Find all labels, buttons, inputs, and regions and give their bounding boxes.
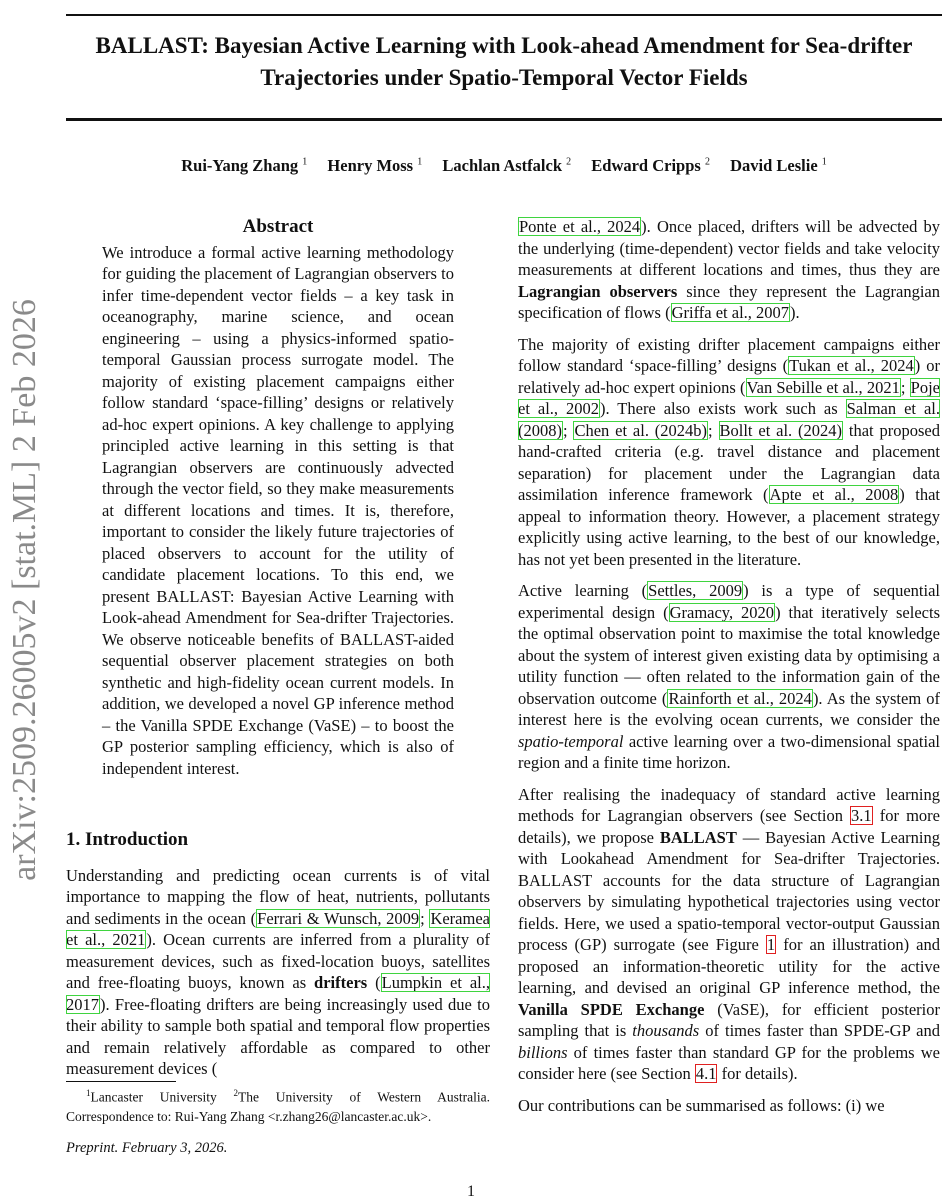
citation-link[interactable]: Apte et al., 2008 bbox=[769, 485, 899, 504]
intro-paragraph-3: Active learning (Settles, 2009) is a type of sequential experimental design (Gramacy, 2020) that iteratively selects the optimal observation point to maximise the total knowledge about the system of interest given existing data by optimising a utility function — often related to the information gain of the observation outcome (Rainforth et al., 2024). As the system of interest here is the evolving ocean currents, we consider the spatio-temporal active learning over a two-dimensional spatial region and a finite time horizon. bbox=[518, 581, 940, 772]
citation-link[interactable]: Ferrari & Wunsch, 2009 bbox=[257, 908, 420, 928]
right-column bbox=[518, 216, 940, 1126]
intro-paragraph-4: After realising the inadequacy of standard active learning methods for Lagrangian observers (see Section 3.1 for more details), we propose BALLAST — Bayesian Active Learning with Lookahead Amendment for Sea-drifter Trajectories. BALLAST accounts for the data structure of Lagrangian observers by simulating hypothetical trajectories using vector fields. Here, we used a spatio-temporal vector-output Gaussian process (GP) surrogate (see Figure 1 for an illustration) and proposed an information-theoretic utility for the active learning, and devised an original GP inference method, the Vanilla SPDE Exchange (VaSE), for efficient posterior sampling that is thousands of times faster than SPDE-GP and billions of times faster than standard GP for the problems we consider here (see Section 4.1 for details). bbox=[518, 784, 941, 1083]
citation-link[interactable]: Salman et al. (2008) bbox=[518, 399, 940, 440]
abstract-text: We introduce a formal active learning methodology for guiding the placement of Lagrangian observers to infer time-dependent vector fields – a key task in oceanography, marine science, and ocean engineering – using a physics-informed spatio-temporal Gaussian process surrogate model. The majority of existing placement campaigns either follow standard ‘space-filling’ designs or relatively ad-hoc expert opinions. A key challenge to applying principled active learning in this setting is that Lagrangian observers are continuously advected through the vector field, so they make measurements at different locations and times. It is, therefore, important to consider the likely future trajectories of placed observers to account for the utility of candidate placement locations. To this end, we present BALLAST: Bayesian Active Learning with Look-ahead Amendment for Sea-drifter Trajectories. We observe noticeable benefits of BALLAST-aided sequential observer placement strategies on both synthetic and high-fidelity ocean current models. In addition, we developed a novel GP inference method – the Vanilla SPDE Exchange (VaSE) – to boost the GP posterior sampling efficiency, which is also of independent interest. bbox=[102, 242, 454, 778]
footnote-rule bbox=[66, 1081, 176, 1082]
intro-paragraph-2: The majority of existing drifter placement campaigns either follow standard ‘space-filling’ designs (Tukan et al., 2024) or relatively ad-hoc expert opinions (Van Sebille et al., 2021; Poje et al., 2002). There also exists work such as Salman et al. (2008); Chen et al. (2024b); Bollt et al. (2024) that proposed hand-crafted criteria (e.g. travel distance and placement separation) for placement under the Lagrangian data assimilation inference framework (Apte et al., 2008) that appeal to information theory. However, a placement strategy explicitly using active learning, to the best of our knowledge, has not yet been presented in the literature. bbox=[518, 334, 940, 569]
arxiv-stamp: arXiv:2509.26005v2 [stat.ML] 2 Feb 2026 bbox=[6, 299, 43, 881]
title-bottom-rule bbox=[66, 118, 942, 121]
section-reference-link[interactable]: 4.1 bbox=[695, 1064, 717, 1083]
citation-link[interactable]: Chen et al. (2024b) bbox=[574, 420, 708, 440]
author: Henry Moss $^1$ bbox=[327, 156, 423, 175]
intro-paragraph-1: Understanding and predicting ocean currents is of vital importance to mapping the flow of heat, nutrients, pollutants and sediments in the ocean (Ferrari & Wunsch, 2009; Keramea et al., 2021). Ocean currents are inferred from a plurality of measurement devices, such as fixed-location buoys, satellites and free-floating buoys, known as drifters (Lumpkin et al., 2017). Free-floating drifters are being increasingly used due to their ability to sample both spatial and temporal flow properties and remain relatively affordable as compared to other measurement devices ( bbox=[66, 865, 490, 1078]
abstract-heading: Abstract bbox=[242, 216, 314, 237]
page-number: 1 bbox=[467, 1183, 475, 1200]
author: Lachlan Astfalck $^2$ bbox=[442, 156, 572, 175]
citation-link[interactable]: Bollt et al. (2024) bbox=[719, 420, 843, 440]
citation-link[interactable]: Settles, 2009 bbox=[648, 581, 743, 600]
citation-link[interactable]: Poje et al., 2002 bbox=[518, 377, 940, 418]
figure-reference-link[interactable]: 1 bbox=[766, 935, 776, 954]
citation-link[interactable]: Griffa et al., 2007 bbox=[671, 303, 790, 322]
citation-link[interactable]: Lumpkin et al., 2017 bbox=[66, 973, 490, 1014]
author: David Leslie $^1$ bbox=[730, 156, 827, 175]
citation-link[interactable]: Tukan et al., 2024 bbox=[789, 356, 914, 375]
preprint-note: Preprint. February 3, 2026. bbox=[66, 1140, 228, 1156]
author: Rui-Yang Zhang $^1$ bbox=[181, 156, 308, 175]
title-top-rule bbox=[66, 14, 942, 16]
citation-link[interactable]: Keramea et al., 2021 bbox=[66, 908, 490, 949]
intro-paragraph-5: Our contributions can be summarised as follows: (i) we bbox=[518, 1095, 885, 1115]
citation-link[interactable]: Van Sebille et al., 2021 bbox=[746, 377, 900, 397]
section-heading-introduction: 1. Introduction bbox=[66, 829, 189, 850]
citation-link[interactable]: Ponte et al., 2024 bbox=[519, 217, 641, 236]
affiliation-footnote: $^1$Lancaster University $^2$The University of Western Australia. Correspondence to: Rui-Yang Zhang <r.zhang26@lancaster.ac.uk>. bbox=[66, 1088, 490, 1124]
citation-link[interactable]: Gramacy, 2020 bbox=[669, 602, 775, 622]
intro-paragraph-1-continued: Ponte et al., 2024). Once placed, drifters will be advected by the underlying (time-dependent) vector fields and take velocity measurements at different locations and times, thus they are Lagrangian observers since they represent the Lagrangian specification of flows (Griffa et al., 2007). bbox=[518, 217, 940, 322]
section-reference-link[interactable]: 3.1 bbox=[851, 806, 872, 825]
author-list bbox=[66, 156, 942, 176]
paper-title: BALLAST: Bayesian Active Learning with Look-ahead Amendment for Sea-drifter Trajectories under Spatio-Temporal Vector Fields bbox=[95, 33, 913, 90]
citation-link[interactable]: Rainforth et al., 2024 bbox=[668, 688, 812, 708]
author: Edward Cripps $^2$ bbox=[591, 156, 710, 175]
left-column bbox=[66, 216, 490, 1080]
